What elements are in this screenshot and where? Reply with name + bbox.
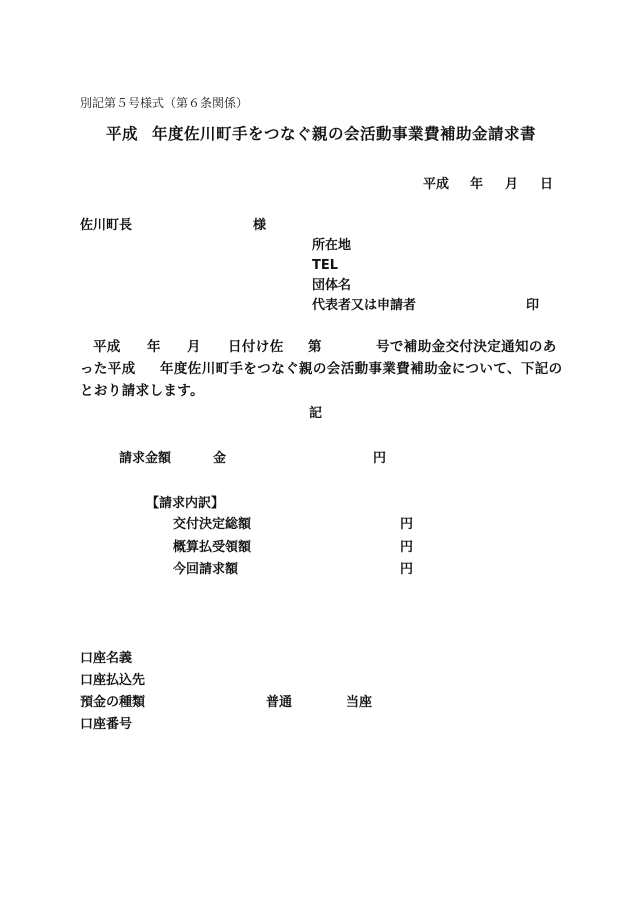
addressee-honorific: 様	[253, 218, 267, 233]
body-line1-rest: 号で補助金交付決定通知のあ	[376, 339, 557, 355]
form-number-note: 別記第５号様式（第６条関係）	[80, 96, 249, 110]
body-number-prefix: 第	[308, 339, 322, 355]
body-year: 年	[147, 339, 161, 355]
body-month: 月	[187, 339, 201, 355]
bank-label: 口座払込先	[80, 673, 146, 688]
address-label: 所在地	[312, 238, 352, 253]
body-date: 日付け佐	[228, 339, 284, 355]
ki-heading: 記	[309, 406, 323, 421]
date-year: 年	[470, 177, 484, 192]
tel-label: TEL	[312, 258, 339, 273]
group-name-label: 団体名	[312, 278, 352, 293]
account-holder-label: 口座名義	[80, 651, 133, 666]
deposit-type-label: 預金の種類	[80, 695, 146, 710]
amount-yen: 円	[373, 451, 387, 466]
representative-label: 代表者又は申請者	[312, 298, 417, 313]
addressee-name: 佐川町長	[80, 218, 133, 233]
title-era: 平成	[106, 125, 139, 143]
deposit-type-ordinary: 普通	[266, 695, 293, 710]
amount-kin: 金	[213, 451, 227, 466]
breakdown-row-label: 交付決定総額	[173, 517, 252, 532]
body-line2-start: った平成	[80, 361, 136, 377]
date-month: 月	[505, 177, 519, 192]
seal-mark: 印	[526, 298, 540, 313]
document-title: 年度佐川町手をつなぐ親の会活動事業費補助金請求書	[152, 125, 537, 143]
deposit-type-current: 当座	[346, 695, 373, 710]
breakdown-row-unit: 円	[400, 517, 414, 532]
body-line3: とおり請求します。	[80, 383, 205, 399]
body-era: 平成	[93, 339, 121, 355]
body-line2-rest: 年度佐川町手をつなぐ親の会活動事業費補助金について、下記の	[160, 361, 563, 377]
breakdown-row-label: 概算払受領額	[173, 540, 252, 555]
date-era: 平成	[423, 177, 450, 192]
breakdown-row-unit: 円	[400, 562, 414, 577]
breakdown-row-unit: 円	[400, 540, 414, 555]
breakdown-row-label: 今回請求額	[173, 562, 239, 577]
date-day: 日	[540, 177, 554, 192]
request-amount-label: 請求金額	[119, 451, 172, 466]
breakdown-heading: 【請求内訳】	[146, 496, 225, 511]
account-number-label: 口座番号	[80, 717, 133, 732]
